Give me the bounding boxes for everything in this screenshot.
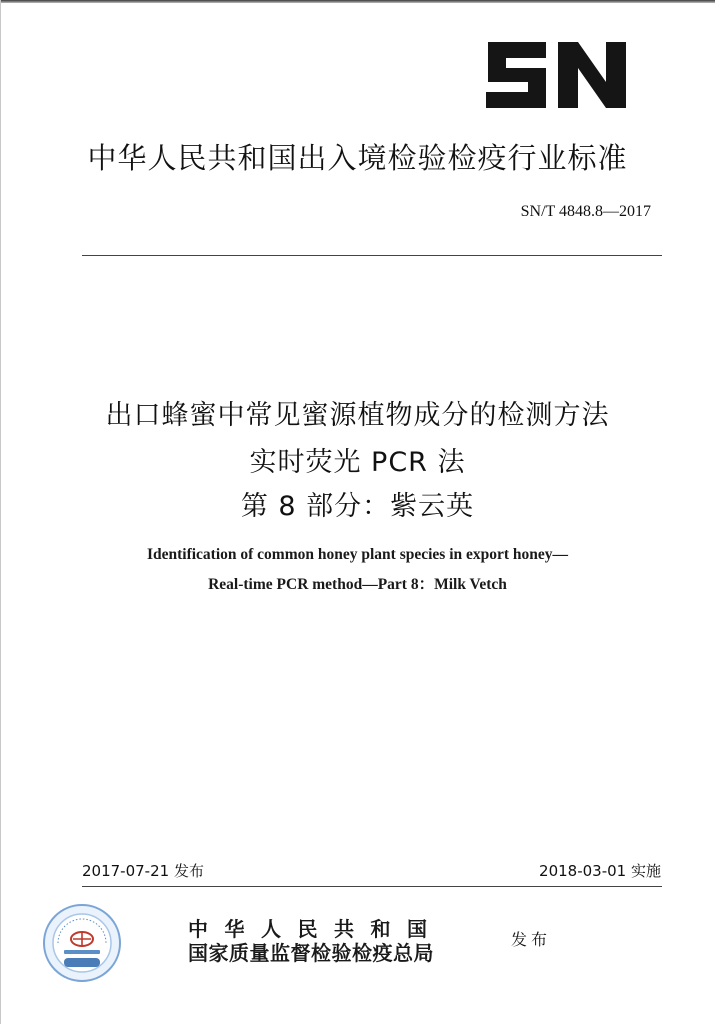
english-title-line-2: Real-time PCR method—Part 8：Milk Vetch xyxy=(208,576,507,593)
title-line-2: 实时荧光 PCR 法 xyxy=(249,447,466,478)
publisher-country: 中华人民共和国 xyxy=(188,917,444,941)
org-title: 中华人民共和国出入境检验检疫行业标准 xyxy=(87,141,628,175)
title-line-1: 出口蜂蜜中常见蜜源植物成分的检测方法 xyxy=(105,400,610,431)
standard-seal-icon xyxy=(42,903,122,983)
english-title-line-1: Identification of common honey plant species in export honey— xyxy=(146,546,569,563)
implementation-date: 2018-03-01 实施 xyxy=(539,862,661,880)
publish-label: 发布 xyxy=(511,930,552,949)
publisher-agency: 国家质量监督检验检疫总局 xyxy=(188,941,434,965)
title-line-3: 第 8 部分：紫云英 xyxy=(240,491,475,522)
standard-number: SN/T 4848.8—2017 xyxy=(520,203,651,220)
divider-top xyxy=(82,255,662,256)
divider-bottom xyxy=(82,886,662,887)
issue-date: 2017-07-21 发布 xyxy=(82,862,204,880)
scan-edge xyxy=(0,0,715,3)
sn-logo xyxy=(484,38,628,112)
